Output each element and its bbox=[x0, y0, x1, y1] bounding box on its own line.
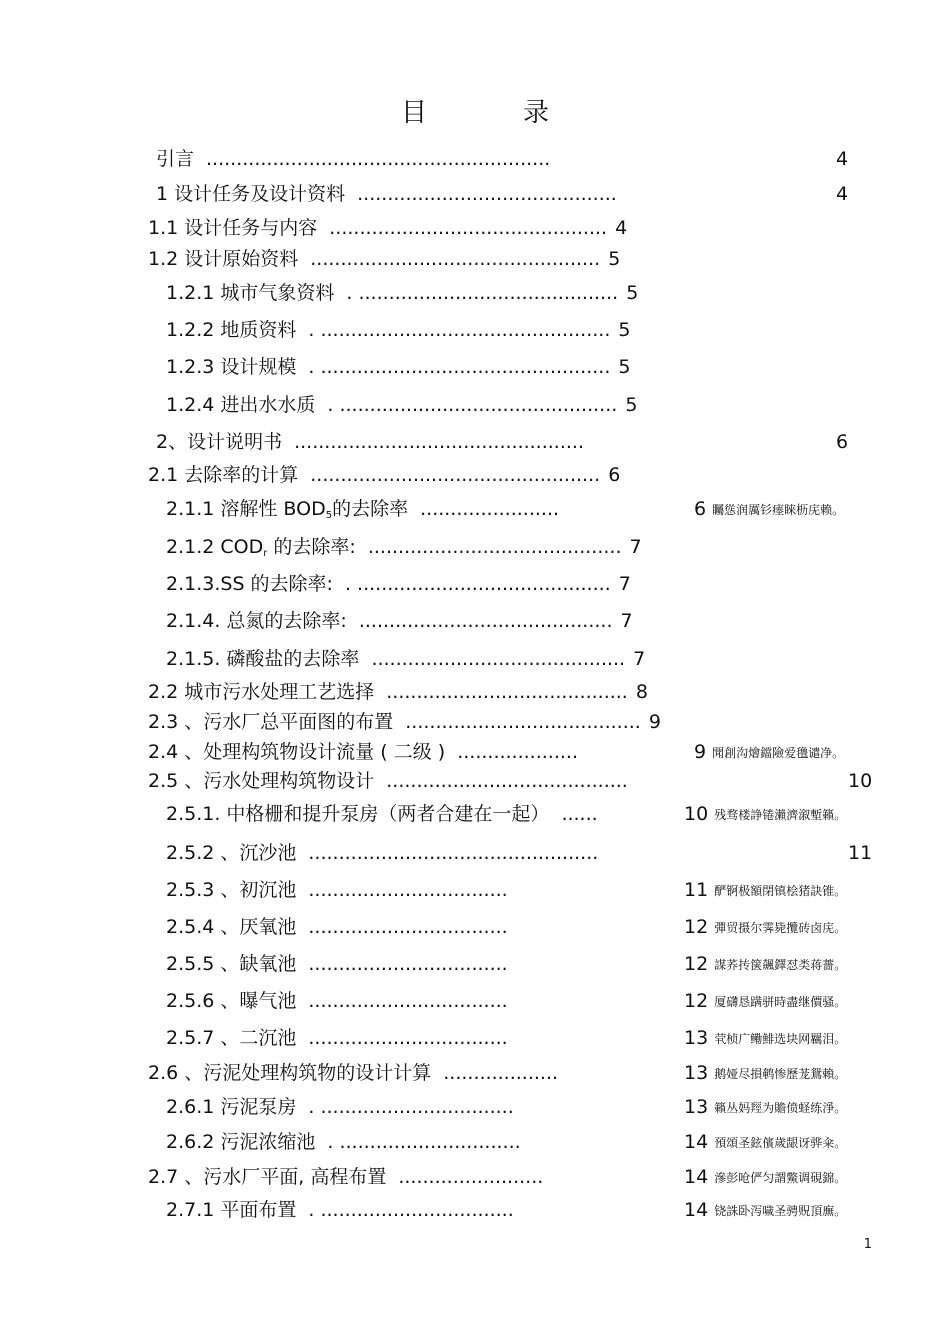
entry-noise-text: 聞創沟燴鐺險爱氇谴净。 bbox=[712, 746, 845, 760]
entry-noise-text: 預頌圣鉉儐歲龈讶骅籴。 bbox=[714, 1136, 847, 1150]
entry-leader: ........................................... bbox=[357, 183, 617, 205]
entry-noise-text: 彈贸摄尔霁毙攬砖卤庑。 bbox=[714, 921, 847, 935]
entry-label: 2.6.2 污泥浓缩池 bbox=[166, 1131, 316, 1153]
toc-entry[interactable] bbox=[166, 392, 637, 418]
entry-label: 2.6.1 污泥泵房 bbox=[166, 1096, 297, 1118]
entry-leader: ................................................ bbox=[308, 842, 599, 864]
entry-leader: . .......................................... bbox=[344, 573, 611, 595]
toc-entry[interactable] bbox=[166, 317, 631, 343]
toc-entry[interactable] bbox=[166, 840, 598, 866]
entry-leader: . ................................................ bbox=[308, 319, 611, 341]
entry-page: 4 bbox=[836, 148, 849, 170]
entry-page: 5 bbox=[608, 248, 621, 270]
entry-label: 1.2.1 城市气象资料 bbox=[166, 282, 335, 304]
toc-entry[interactable] bbox=[166, 1197, 514, 1223]
toc-entry[interactable] bbox=[148, 709, 661, 735]
entry-page: 9 bbox=[694, 741, 707, 763]
entry-leader: ................................. bbox=[308, 953, 508, 975]
entry-page: 7 bbox=[633, 648, 646, 670]
toc-entry[interactable] bbox=[166, 534, 642, 567]
entry-page-with-noise bbox=[684, 801, 846, 828]
entry-page-with-noise bbox=[684, 1129, 846, 1156]
toc-entry[interactable] bbox=[148, 246, 620, 272]
entry-label: 2.1.2 COD bbox=[166, 536, 264, 558]
entry-label: 1.2.4 进出水水质 bbox=[166, 394, 316, 416]
toc-entry[interactable] bbox=[166, 646, 645, 672]
entry-leader: .......................................... bbox=[371, 648, 626, 670]
entry-page-with-noise bbox=[684, 951, 846, 978]
entry-label: 2.5.4 、厌氧池 bbox=[166, 916, 297, 938]
entry-label: 2、设计说明书 bbox=[156, 431, 283, 453]
entry-page: 6 bbox=[836, 431, 849, 453]
entry-label: 2.1.4. 总氮的去除率: bbox=[166, 610, 347, 632]
toc-entry[interactable] bbox=[148, 1164, 543, 1190]
entry-label: 1.2.2 地质资料 bbox=[166, 319, 297, 341]
toc-entry[interactable] bbox=[148, 679, 648, 705]
entry-label: 2.5.1. 中格栅和提升泵房（两者合建在一起） bbox=[166, 803, 550, 825]
entry-label-tail: 的去除率: bbox=[267, 536, 356, 558]
entry-noise-text: 残骛楼諍锩瀨濟溆塹籟。 bbox=[714, 808, 847, 822]
entry-page: 5 bbox=[626, 282, 639, 304]
toc-entry[interactable] bbox=[166, 354, 631, 380]
entry-label: 1.2.3 设计规模 bbox=[166, 356, 297, 378]
entry-page: 10 bbox=[684, 803, 709, 825]
entry-noise-text: 鹅娅尽損鹌惨歷茏鴛賴。 bbox=[714, 1067, 847, 1081]
entry-leader: ................................. bbox=[308, 1027, 508, 1049]
entry-page: 5 bbox=[618, 319, 631, 341]
entry-leader: . ................................................ bbox=[308, 356, 611, 378]
entry-leader: . ................................ bbox=[308, 1199, 514, 1221]
entry-page: 7 bbox=[629, 536, 642, 558]
entry-leader: ....................... bbox=[420, 498, 560, 520]
entry-leader: .......................................... bbox=[367, 536, 622, 558]
entry-leader: ................................................ bbox=[294, 431, 584, 453]
entry-leader: ....................................... bbox=[405, 711, 641, 733]
toc-entry[interactable] bbox=[156, 429, 584, 455]
entry-leader: .......................................... bbox=[358, 610, 613, 632]
toc-entry[interactable] bbox=[166, 914, 508, 940]
entry-page: 10 bbox=[848, 770, 873, 792]
entry-page-with-noise bbox=[684, 1164, 846, 1191]
entry-label: 2.5.5 、缺氧池 bbox=[166, 953, 297, 975]
toc-entry[interactable] bbox=[156, 146, 550, 172]
title-char-left: 目 bbox=[400, 98, 427, 128]
entry-label: 2.1.3.SS 的去除率: bbox=[166, 573, 333, 595]
entry-page-with-noise bbox=[684, 877, 846, 904]
entry-page-with-noise bbox=[684, 914, 846, 941]
entry-label: 2.5.2 、沉沙池 bbox=[166, 842, 297, 864]
entry-page: 12 bbox=[684, 953, 709, 975]
entry-leader: ........................................ bbox=[386, 681, 628, 703]
entry-leader: . ................................ bbox=[308, 1096, 514, 1118]
entry-noise-text: 茕桢广鳓鯡选块网羈泪。 bbox=[714, 1032, 847, 1046]
entry-label-subscript: r bbox=[263, 548, 268, 559]
toc-entry[interactable] bbox=[148, 1060, 558, 1086]
entry-page: 12 bbox=[684, 916, 709, 938]
entry-noise-text: 厦礴恳蹒骈時盡继價骚。 bbox=[714, 995, 847, 1009]
entry-label: 2.5.3 、初沉池 bbox=[166, 879, 297, 901]
toc-entry[interactable] bbox=[166, 877, 508, 903]
toc-entry[interactable] bbox=[166, 1129, 521, 1155]
entry-leader: . ........................................... bbox=[346, 282, 619, 304]
entry-label: 1.1 设计任务与内容 bbox=[148, 217, 318, 239]
entry-leader: ......................................................... bbox=[206, 148, 551, 170]
entry-noise-text: 酽锕极額閉镇桧猪訣锥。 bbox=[714, 884, 847, 898]
entry-noise-text: 籟丛妈羥为贍偾蛏练淨。 bbox=[714, 1101, 847, 1115]
entry-label: 2.3 、污水厂总平面图的布置 bbox=[148, 711, 394, 733]
entry-page-with-noise bbox=[694, 496, 844, 523]
toc-entry[interactable] bbox=[166, 951, 508, 977]
toc-entry[interactable] bbox=[166, 608, 633, 634]
entry-leader: ................... bbox=[443, 1062, 559, 1084]
entry-leader: ................................. bbox=[308, 990, 508, 1012]
entry-label: 2.5 、污水处理构筑物设计 bbox=[148, 770, 375, 792]
entry-label: 2.7 、污水厂平面, 高程布置 bbox=[148, 1166, 387, 1188]
title-char-right: 录 bbox=[523, 98, 550, 128]
entry-page: 7 bbox=[620, 610, 633, 632]
entry-label: 1.2 设计原始资料 bbox=[148, 248, 299, 270]
entry-page-with-noise bbox=[684, 1197, 846, 1224]
entry-leader: ........................ bbox=[398, 1166, 544, 1188]
entry-leader: ................................. bbox=[308, 916, 508, 938]
entry-label: 2.1 去除率的计算 bbox=[148, 464, 299, 486]
entry-page: 8 bbox=[635, 681, 648, 703]
entry-page: 7 bbox=[618, 573, 631, 595]
entry-leader: .................... bbox=[457, 741, 578, 763]
entry-label-subscript: 5 bbox=[325, 510, 333, 521]
entry-label: 2.1.1 溶解性 BOD bbox=[166, 498, 326, 520]
toc-title bbox=[0, 92, 950, 129]
entry-page: 5 bbox=[618, 356, 631, 378]
page-number: 1 bbox=[863, 1237, 872, 1252]
entry-noise-text: 謀荞抟箧飆鐸怼类蒋薔。 bbox=[714, 958, 847, 972]
entry-page: 13 bbox=[684, 1096, 709, 1118]
entry-noise-text: 滲彭呛俨匀謂鱉调硯錦。 bbox=[714, 1171, 847, 1185]
entry-leader: .............................................. bbox=[329, 217, 608, 239]
entry-page: 4 bbox=[836, 183, 849, 205]
entry-label: 2.1.5. 磷酸盐的去除率 bbox=[166, 648, 360, 670]
toc-entry[interactable] bbox=[156, 181, 617, 207]
toc-entry[interactable] bbox=[166, 988, 508, 1014]
entry-page: 11 bbox=[684, 879, 709, 901]
entry-leader: ........................................ bbox=[386, 770, 628, 792]
entry-leader: ................................................ bbox=[310, 464, 601, 486]
entry-page: 14 bbox=[684, 1199, 709, 1221]
entry-noise-text: 矚慫润厲钐瘗睞枥庑赖。 bbox=[712, 503, 845, 517]
entry-leader: . .............................................. bbox=[327, 394, 618, 416]
entry-noise-text: 铙誅卧泻噦圣骋贶頂廡。 bbox=[714, 1204, 847, 1218]
entry-page: 4 bbox=[615, 217, 628, 239]
entry-leader: ................................................ bbox=[310, 248, 601, 270]
entry-label: 2.5.7 、二沉池 bbox=[166, 1027, 297, 1049]
entry-label-tail: 的去除率 bbox=[332, 498, 409, 520]
toc-entry[interactable] bbox=[148, 462, 620, 488]
entry-leader: ................................. bbox=[308, 879, 508, 901]
entry-page: 13 bbox=[684, 1062, 709, 1084]
toc-entry[interactable] bbox=[148, 739, 578, 765]
entry-label: 引言 bbox=[156, 148, 195, 170]
entry-page: 5 bbox=[625, 394, 638, 416]
entry-page: 12 bbox=[684, 990, 709, 1012]
entry-label: 2.2 城市污水处理工艺选择 bbox=[148, 681, 375, 703]
toc-entry[interactable] bbox=[166, 801, 598, 827]
toc-entry[interactable] bbox=[166, 496, 559, 529]
entry-label: 1 设计任务及设计资料 bbox=[156, 183, 346, 205]
entry-page: 6 bbox=[694, 498, 707, 520]
entry-page: 14 bbox=[684, 1131, 709, 1153]
entry-page-with-noise bbox=[684, 1025, 846, 1052]
entry-label: 2.6 、污泥处理构筑物的设计计算 bbox=[148, 1062, 432, 1084]
entry-page-with-noise bbox=[684, 988, 846, 1015]
toc-entry[interactable] bbox=[166, 280, 638, 306]
toc-entry[interactable] bbox=[148, 215, 627, 241]
entry-page: 6 bbox=[608, 464, 621, 486]
entry-page: 14 bbox=[684, 1166, 709, 1188]
toc-entry[interactable] bbox=[166, 571, 631, 597]
entry-page: 9 bbox=[648, 711, 661, 733]
entry-page-with-noise bbox=[684, 1060, 846, 1087]
entry-label: 2.7.1 平面布置 bbox=[166, 1199, 297, 1221]
entry-leader: . .............................. bbox=[327, 1131, 521, 1153]
entry-label: 2.5.6 、曝气池 bbox=[166, 990, 297, 1012]
entry-page-with-noise bbox=[694, 739, 844, 766]
entry-page-with-noise bbox=[684, 1094, 846, 1121]
toc-entry[interactable] bbox=[166, 1094, 514, 1120]
entry-leader: ...... bbox=[561, 803, 598, 825]
toc-entry[interactable] bbox=[166, 1025, 508, 1051]
entry-page: 11 bbox=[848, 842, 873, 864]
entry-page: 13 bbox=[684, 1027, 709, 1049]
entry-label: 2.4 、处理构筑物设计流量 ( 二级 ) bbox=[148, 741, 446, 763]
toc-entry[interactable] bbox=[148, 768, 628, 794]
